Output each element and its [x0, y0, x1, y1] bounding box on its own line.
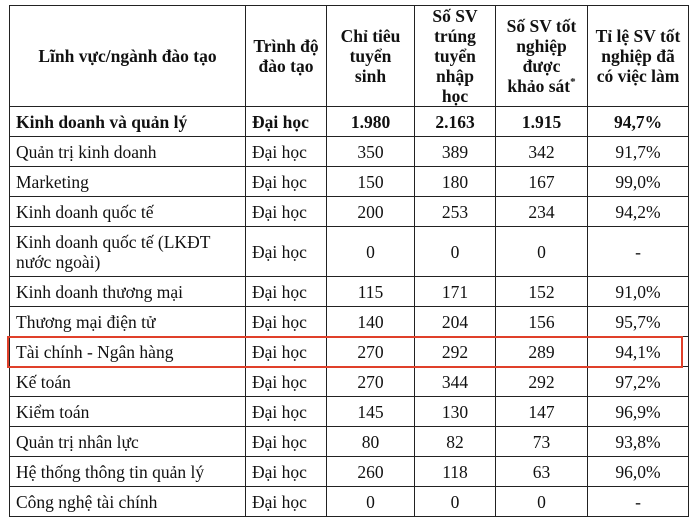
cell-level: Đại học — [246, 197, 327, 227]
cell-quota: 260 — [327, 457, 415, 487]
cell-name: Kế toán — [10, 367, 246, 397]
cell-name: Kinh doanh thương mại — [10, 277, 246, 307]
cell-level: Đại học — [246, 277, 327, 307]
cell-employment-rate: 95,7% — [588, 307, 689, 337]
cell-surveyed: 73 — [496, 427, 588, 457]
table-row — [10, 487, 689, 517]
header-row — [10, 6, 689, 107]
cell-surveyed: 0 — [496, 487, 588, 517]
cell-name: Kinh doanh quốc tế (LKĐT nước ngoài) — [10, 227, 246, 277]
header-quota: Chỉ tiêu tuyển sinh — [327, 6, 415, 107]
cell-surveyed: 292 — [496, 367, 588, 397]
cell-name: Tài chính - Ngân hàng — [10, 337, 246, 367]
cell-level: Đại học — [246, 337, 327, 367]
cell-name: Hệ thống thông tin quản lý — [10, 457, 246, 487]
cell-name: Quản trị nhân lực — [10, 427, 246, 457]
cell-enrolled: 204 — [415, 307, 496, 337]
table-row — [10, 367, 689, 397]
cell-enrolled: 253 — [415, 197, 496, 227]
total-row — [10, 107, 689, 137]
cell-quota: 115 — [327, 277, 415, 307]
cell-employment-rate: 91,7% — [588, 137, 689, 167]
cell-surveyed: 342 — [496, 137, 588, 167]
cell-name: Quản trị kinh doanh — [10, 137, 246, 167]
cell-level: Đại học — [246, 367, 327, 397]
cell-employment-rate: 94,1% — [588, 337, 689, 367]
cell-level: Đại học — [246, 487, 327, 517]
cell-name: Thương mại điện tử — [10, 307, 246, 337]
cell-name: Kinh doanh quốc tế — [10, 197, 246, 227]
cell-enrolled: 0 — [415, 487, 496, 517]
cell-surveyed: 234 — [496, 197, 588, 227]
cell-employment-rate: 96,9% — [588, 397, 689, 427]
cell-surveyed: 167 — [496, 167, 588, 197]
cell-employment-rate: 93,8% — [588, 427, 689, 457]
header-surveyed-label: Số SV tốt nghiệp được khảo sát — [506, 16, 577, 96]
cell-quota: 0 — [327, 487, 415, 517]
cell-surveyed: 156 — [496, 307, 588, 337]
cell-quota: 140 — [327, 307, 415, 337]
table-row — [10, 197, 689, 227]
cell-surveyed: 147 — [496, 397, 588, 427]
cell-name: Kinh doanh và quản lý — [10, 107, 246, 137]
cell-employment-rate: 99,0% — [588, 167, 689, 197]
table-row-highlighted — [10, 337, 689, 367]
table-row — [10, 457, 689, 487]
cell-level: Đại học — [246, 427, 327, 457]
cell-enrolled: 0 — [415, 227, 496, 277]
cell-enrolled: 2.163 — [415, 107, 496, 137]
cell-surveyed: 63 — [496, 457, 588, 487]
header-field: Lĩnh vực/ngành đào tạo — [10, 6, 246, 107]
cell-employment-rate: - — [588, 227, 689, 277]
table-row — [10, 137, 689, 167]
cell-level: Đại học — [246, 137, 327, 167]
cell-enrolled: 82 — [415, 427, 496, 457]
cell-level: Đại học — [246, 167, 327, 197]
cell-employment-rate: 96,0% — [588, 457, 689, 487]
graduate-employment-table — [9, 5, 689, 517]
cell-quota: 0 — [327, 227, 415, 277]
cropped-caption-line — [0, 0, 700, 4]
cell-level: Đại học — [246, 227, 327, 277]
cell-surveyed: 289 — [496, 337, 588, 367]
cell-enrolled: 389 — [415, 137, 496, 167]
cell-employment-rate: - — [588, 487, 689, 517]
cell-enrolled: 292 — [415, 337, 496, 367]
cell-level: Đại học — [246, 397, 327, 427]
cell-employment-rate: 94,2% — [588, 197, 689, 227]
cell-employment-rate: 97,2% — [588, 367, 689, 397]
cell-quota: 200 — [327, 197, 415, 227]
cell-surveyed: 1.915 — [496, 107, 588, 137]
table-row — [10, 227, 689, 277]
cell-employment-rate: 94,7% — [588, 107, 689, 137]
cell-enrolled: 180 — [415, 167, 496, 197]
table-row — [10, 427, 689, 457]
cell-quota: 80 — [327, 427, 415, 457]
table-row — [10, 167, 689, 197]
cell-level: Đại học — [246, 307, 327, 337]
cell-name: Marketing — [10, 167, 246, 197]
cell-quota: 270 — [327, 337, 415, 367]
cell-quota: 350 — [327, 137, 415, 167]
header-surveyed — [496, 6, 588, 107]
cell-level: Đại học — [246, 107, 327, 137]
cell-enrolled: 130 — [415, 397, 496, 427]
cell-enrolled: 344 — [415, 367, 496, 397]
cell-surveyed: 0 — [496, 227, 588, 277]
cell-quota: 145 — [327, 397, 415, 427]
table-row — [10, 397, 689, 427]
cell-quota: 270 — [327, 367, 415, 397]
cell-enrolled: 171 — [415, 277, 496, 307]
header-employment-rate: Tỉ lệ SV tốt nghiệp đã có việc làm — [588, 6, 689, 107]
cell-enrolled: 118 — [415, 457, 496, 487]
table-row — [10, 307, 689, 337]
cell-level: Đại học — [246, 457, 327, 487]
header-enrolled: Số SV trúng tuyển nhập học — [415, 6, 496, 107]
cell-quota: 1.980 — [327, 107, 415, 137]
cell-name: Công nghệ tài chính — [10, 487, 246, 517]
header-level: Trình độ đào tạo — [246, 6, 327, 107]
cell-surveyed: 152 — [496, 277, 588, 307]
cell-quota: 150 — [327, 167, 415, 197]
cell-employment-rate: 91,0% — [588, 277, 689, 307]
footnote-marker: * — [570, 76, 576, 89]
table-row — [10, 277, 689, 307]
cell-name: Kiểm toán — [10, 397, 246, 427]
